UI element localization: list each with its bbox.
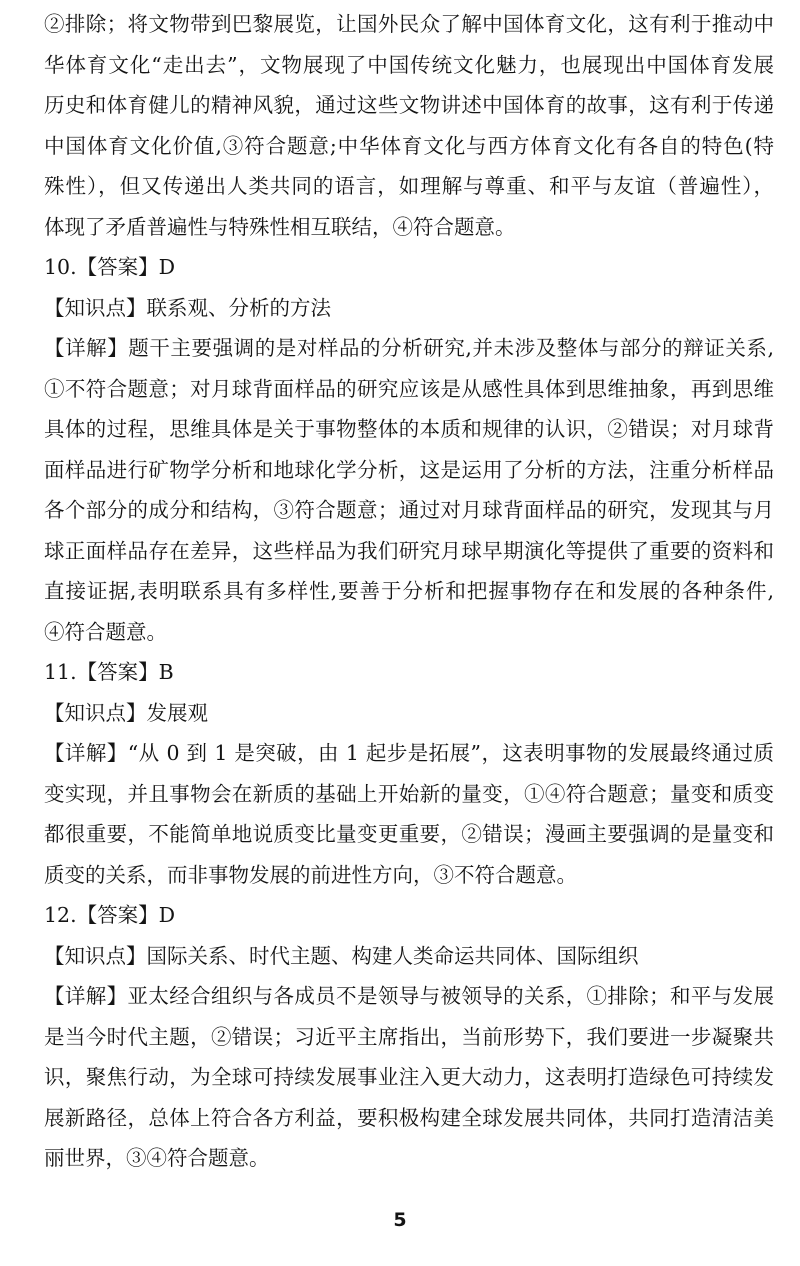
text-line: 体现了矛盾普遍性与特殊性相互联结，④符合题意。 <box>44 214 516 239</box>
text-line: ②排除；将文物带到巴黎展览，让国外民众了解中国体育文化，这有利于推动中 <box>44 12 774 36</box>
text-line: 【详解】亚太经合组织与各成员不是领导与被领导的关系，①排除；和平与发展 <box>44 984 774 1008</box>
answer-heading-11: 11.【答案】B <box>44 660 174 684</box>
knowledge-point-10: 【知识点】联系观、分析的方法 <box>44 295 331 320</box>
text-line: 质变的关系，而非事物发展的前进性方向，③不符合题意。 <box>44 862 577 887</box>
document-body <box>44 4 774 1179</box>
text-line: 各个部分的成分和结构，③符合题意；通过对月球背面样品的研究，发现其与月 <box>44 498 774 522</box>
text-line: ①不符合题意；对月球背面样品的研究应该是从感性具体到思维抽象，再到思维 <box>44 376 774 401</box>
text-line: 【详解】题干主要强调的是对样品的分析研究,并未涉及整体与部分的辩证关系, <box>44 336 774 360</box>
text-line: 识，聚焦行动，为全球可持续发展事业注入更大动力，这表明打造绿色可持续发 <box>44 1065 774 1089</box>
answer-heading-10: 10.【答案】D <box>44 255 176 279</box>
text-line: 都很重要，不能简单地说质变比量变更重要，②错误；漫画主要强调的是量变和 <box>44 822 774 846</box>
knowledge-point-12: 【知识点】国际关系、时代主题、构建人类命运共同体、国际组织 <box>44 943 639 968</box>
text-line: 变实现，并且事物会在新质的基础上开始新的量变，①④符合题意；量变和质变 <box>44 781 774 806</box>
page-number: 5 <box>393 1209 407 1231</box>
text-line: 面样品进行矿物学分析和地球化学分析，这是运用了分析的方法，注重分析样品 <box>44 457 774 482</box>
text-line: 丽世界，③④符合题意。 <box>44 1146 270 1170</box>
text-line: 中国体育文化价值,③符合题意;中华体育文化与西方体育文化有各自的特色(特 <box>44 133 774 158</box>
text-line: 展新路径，总体上符合各方利益，要积极构建全球发展共同体，共同打造清洁美 <box>44 1105 774 1130</box>
text-line: 直接证据,表明联系具有多样性,要善于分析和把握事物存在和发展的各种条件, <box>44 579 774 603</box>
text-line: 具体的过程，思维具体是关于事物整体的本质和规律的认识，②错误；对月球背 <box>44 417 774 441</box>
text-line: ④符合题意。 <box>44 619 167 644</box>
text-line: 球正面样品存在差异，这些样品为我们研究月球早期演化等提供了重要的资料和 <box>44 538 774 563</box>
knowledge-point-11: 【知识点】发展观 <box>44 700 208 725</box>
text-line: 是当今时代主题，②错误；习近平主席指出，当前形势下，我们要进一步凝聚共 <box>44 1024 774 1049</box>
text-line: 华体育文化“走出去”，文物展现了中国传统文化魅力，也展现出中国体育发展 <box>44 52 774 77</box>
answer-heading-12: 12.【答案】D <box>44 903 176 927</box>
text-line: 历史和体育健儿的精神风貌，通过这些文物讲述中国体育的故事，这有利于传递 <box>44 93 774 117</box>
text-line: 殊性），但又传递出人类共同的语言，如理解与尊重、和平与友谊（普遍性）， <box>44 174 774 198</box>
text-line: 【详解】“从 0 到 1 是突破，由 1 起步是拓展”，这表明事物的发展最终通过质 <box>44 741 774 765</box>
